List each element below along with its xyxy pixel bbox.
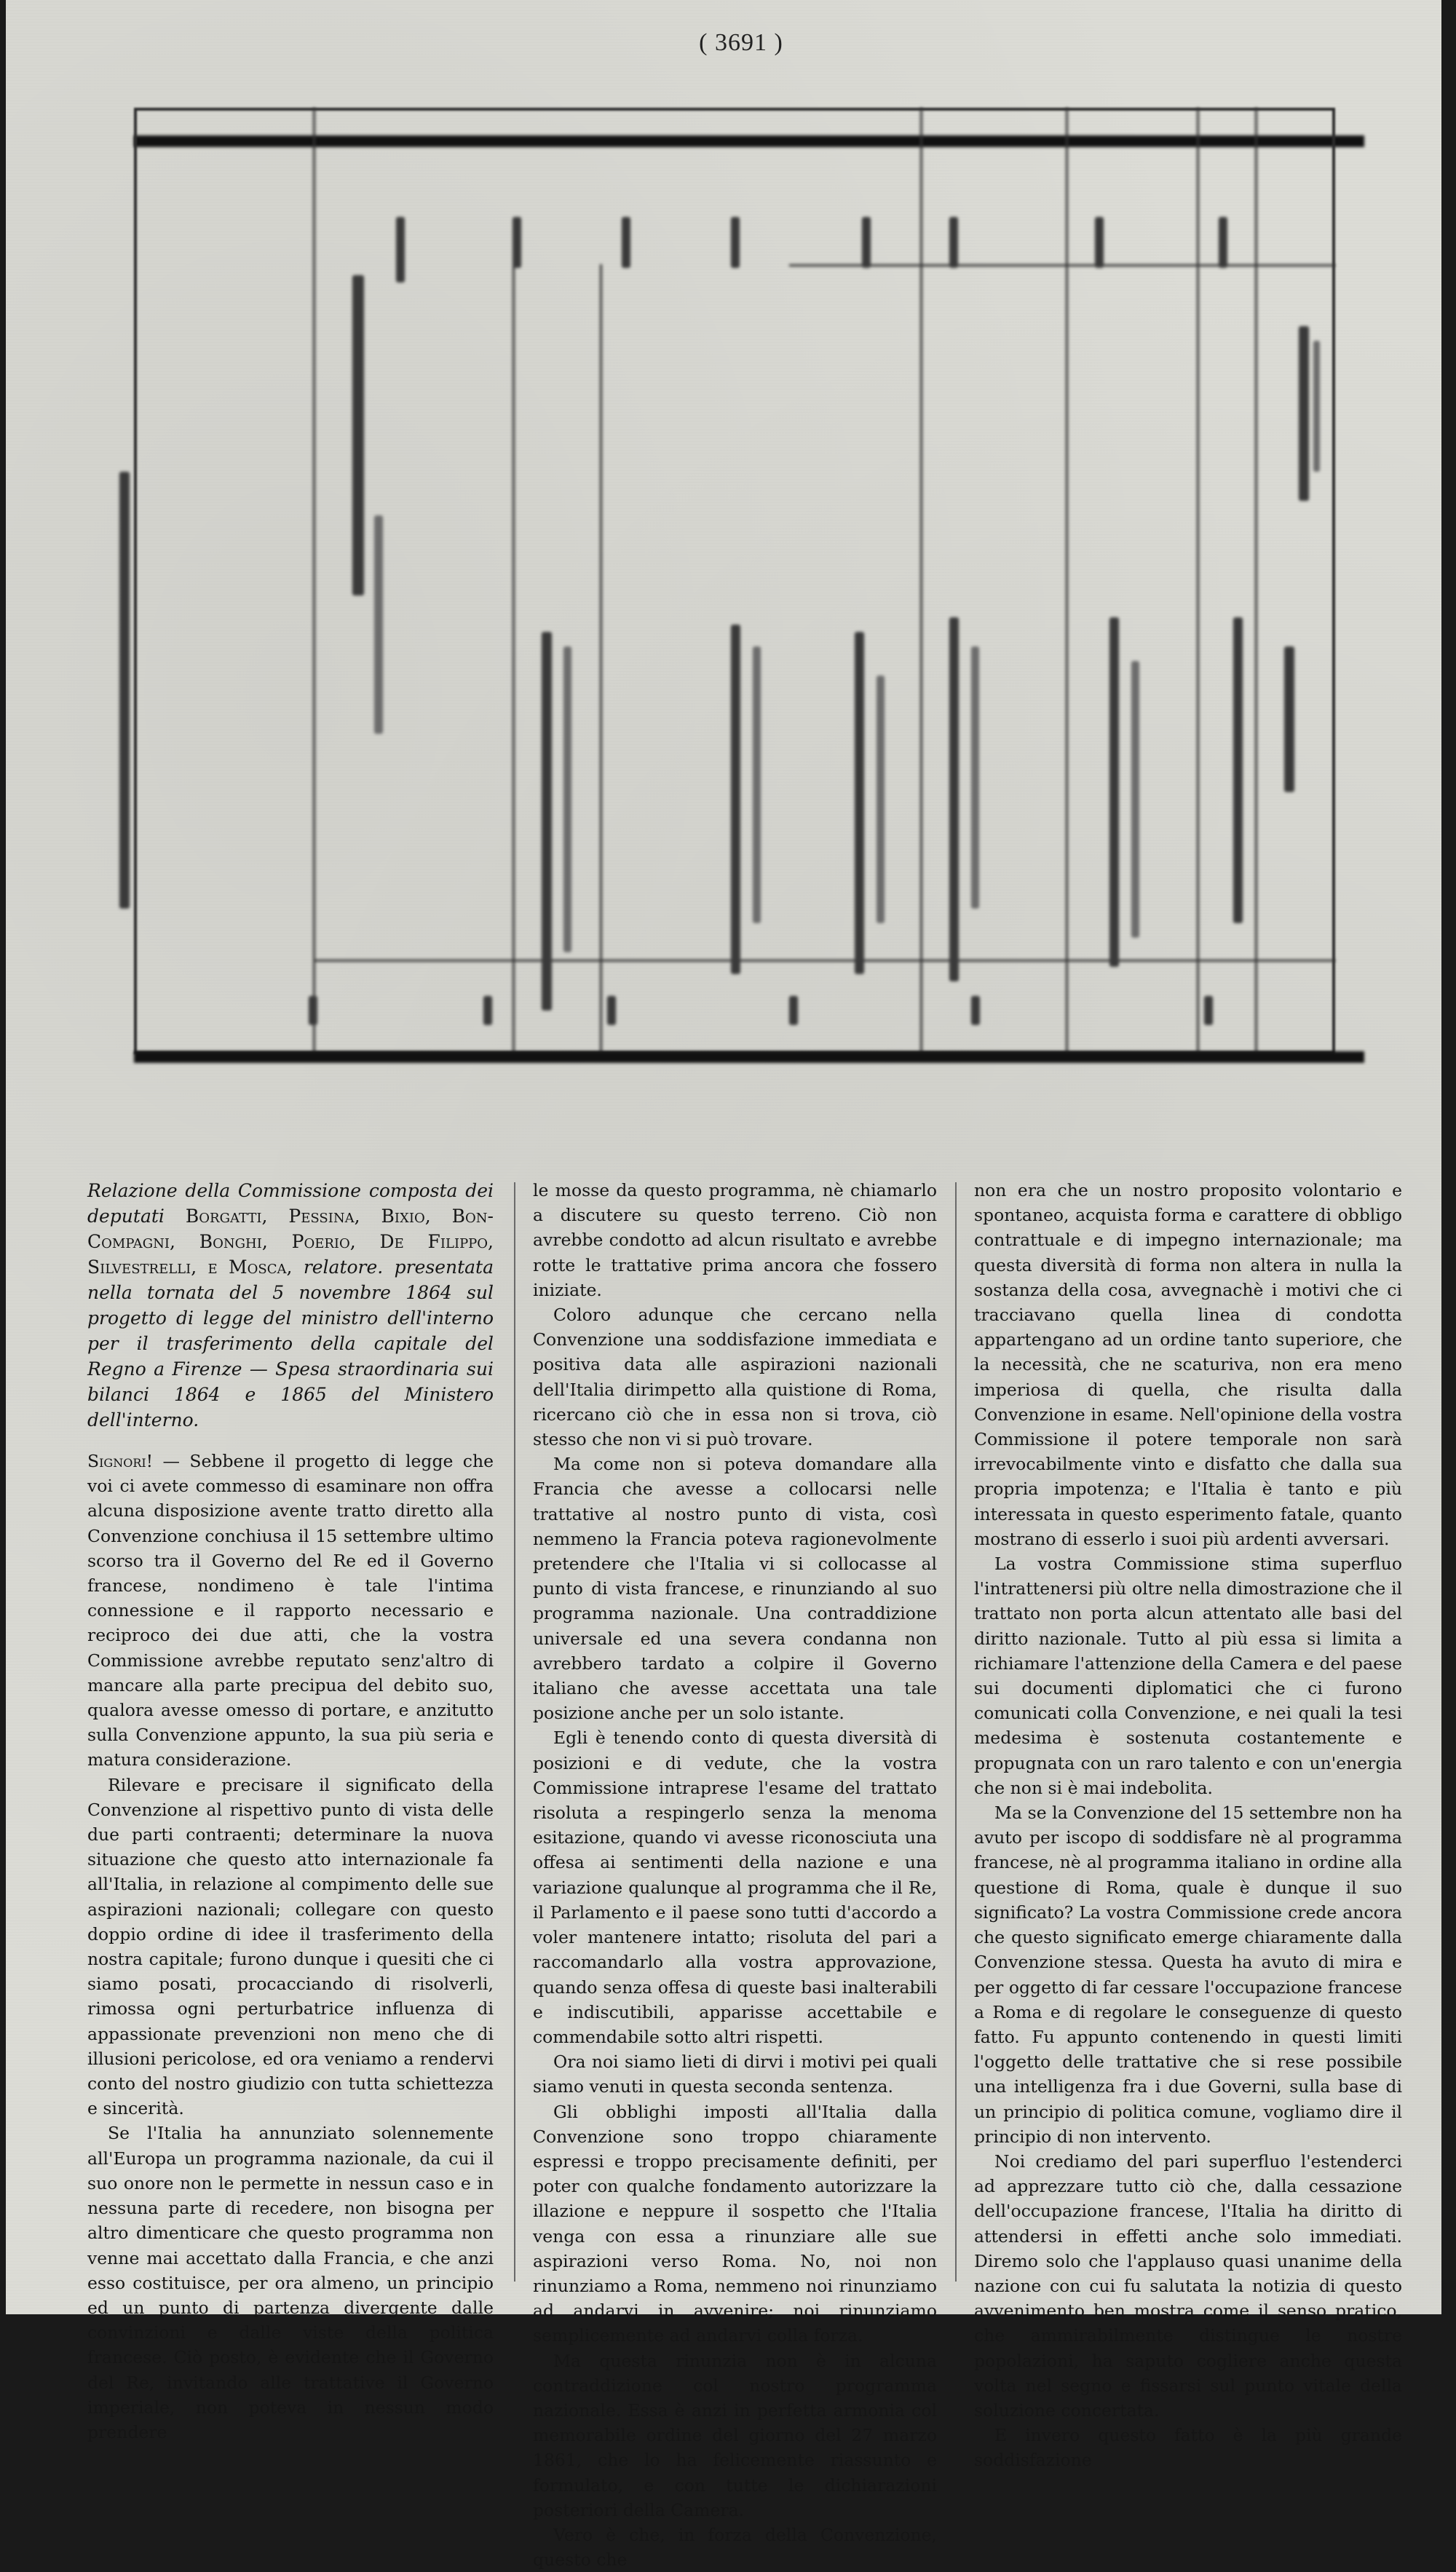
paragraph: Egli è tenendo conto di questa diversità di posizioni e di vedute, che la vostra Commissione intraprese l'esame del trattato risoluta a respingerlo senza la menoma esitazione, quando vi avesse riconosciuta una offesa ai sentimenti della nazione e una variazione qualunque al programma che il Re, il Parlamento e il paese sono tutti d'accordo a voler mantenere intatto; risoluta del pari a raccomandarlo alla vostra approvazione, quando senza offesa di queste basi inalterabili e indiscutibili, apparisse accettabile e commendabile sotto altri rispetti.: [533, 1728, 937, 2047]
column-divider: [955, 1182, 957, 2282]
paragraph: Vero è che, in forza della Convenzione, questo che: [533, 2524, 937, 2571]
salutation: Signori!: [87, 1451, 154, 1471]
column-divider: [514, 1182, 515, 2282]
report-title-rest: relatore. presentata nella tornata del 5 novembre 1864 sul progetto di legge del ministro dell'interno per il trasferimento della capitale del Regno a Firenze — Spesa straordinaria sui bilanci 1864 e 1865 del Ministero dell'interno.: [87, 1257, 494, 1431]
text-column-2: [533, 1178, 937, 2572]
paragraph: non era che un nostro proposito volontario e spontaneo, acquista forma e carattere di obbligo contrattuale e di impegno internazionale; ma questa diversità di forma non altera in nulla la sostanza della cosa, avvegnachè i motivi che ci tracciavano quella linea di condotta appartengano ad un ordine tanto superiore, che la necessità, che ne scaturiva, non era meno imperiosa di quella, che risulta dalla Convenzione in esame. Nell'opinione della vostra Commissione il potere temporale non sarà irrevocabilmente vinto e disfatto che dalla sua propria impotenza; e l'Italia è tanto e più interessata in questo esperimento fatale, quanto mostrano di esserlo i suoi più ardenti avversari.: [974, 1180, 1402, 1549]
report-title: [87, 1178, 494, 1433]
text-column-3: [974, 1178, 1402, 2473]
table-bottom-rule: [134, 1051, 1364, 1063]
paragraph: le mosse da questo programma, nè chiamarlo a discutere su questo terreno. Ciò non avrebbe condotto ad alcun risultato e avrebbe rotte le trattative prima ancora che fossero iniziate.: [533, 1180, 937, 1300]
page-number: ( 3691 ): [699, 29, 783, 56]
commission-members: Borgatti, Pessina, Bixio, Bon-Compagni, Bonghi, Poerio, De Filippo, Silvestrelli, e Mosca,: [87, 1206, 494, 1278]
table-structure: [134, 108, 1335, 1054]
paragraph: Se l'Italia ha annunziato solennemente all'Europa un programma nazionale, da cui il suo onore non le permette in nessun caso e in nessuna parte di recedere, non bisogna per altro dimenticare che questo programma non venne mai accettato dalla Francia, e che anzi esso costituisce, per ora almeno, un principio ed un punto di partenza divergente dalle convinzioni e dalle viste della politica francese. Ciò posto, è evidente che il Governo del Re, invitando alle trattative il Governo imperiale, non poteva in nessun modo prendere: [87, 2123, 494, 2442]
paragraph: E invero questo fatto è la più grande soddisfazione: [974, 2425, 1402, 2471]
paragraph: Ora noi siamo lieti di dirvi i motivi pei quali siamo venuti in questa seconda sentenza.: [533, 2051, 937, 2097]
paragraph: Noi crediamo del pari superfluo l'estenderci ad apprezzare tutto ciò che, dalla cessazione dell'occupazione francese, l'Italia ha diritto di attendersi in effetti anche solo immediati. Diremo solo che l'applauso quasi unanime della nazione con cui fu salutata la notizia di questo avvenimento ben mostra come il senso pratico, che ammirabilmente distingue le nostre popolazioni, ha saputo cogliere anche questa volta nel segno e fissarsi sul punto vitale della soluzione concertata.: [974, 2150, 1402, 2421]
paragraph: La vostra Commissione stima superfluo l'intrattenersi più oltre nella dimostrazione che il trattato non porta alcun attentato alle basi del diritto nazionale. Tutto al più essa si limita a richiamare l'attenzione della Camera e del paese sui documenti diplomatici che ci furono comunicati colla Convenzione, e nei quali la tesi medesima è sostenuta costantemente e propugnata con un raro talento e con un'energia che non si è mai indebolita.: [974, 1554, 1402, 1798]
report-title-lead: Relazione della Commissione composta dei deputati: [87, 1180, 494, 1227]
paragraph: Rilevare e precisare il significato della Convenzione al rispettivo punto di vista delle due parti contraenti; determinare la nuova situazione che questo atto internazionale fa all'Italia, in relazione al compimento delle sue aspirazioni nazionali; collegare con questo doppio ordine di idee il trasferimento della nostra capitale; furono dunque i quesiti che ci siamo posati, procacciando di risolverli, rimossa ogni perturbatrice influenza di appassionate prevenzioni non meno che di illusioni pericolose, ed ora veniamo a rendervi conto del nostro giudizio con tutta schiettezza e sincerità.: [87, 1774, 494, 2119]
paragraph: Gli obblighi imposti all'Italia dalla Convenzione sono troppo chiaramente espressi e troppo precisamente definiti, per poter con qualche fondamento autorizzare la illazione e neppure il sospetto che l'Italia venga con essa a rinunziare alle sue aspirazioni verso Roma. No, noi non rinunziamo a Roma, nemmeno noi rinunziamo ad andarvi in avvenire; noi rinunziamo semplicemente ad andarvi colla forza.: [533, 2101, 937, 2346]
paragraph: Ma come non si poteva domandare alla Francia che avesse a collocarsi nelle trattative al nostro punto di vista, così nemmeno la Francia poteva ragionevolmente pretendere che l'Italia vi si collocasse al punto di vista francese, e rinunziando al suo programma nazionale. Una contraddizione universale ed una severa condanna non avrebbero tardato a colpire il Governo italiano che avesse accettata una tale posizione anche per un solo istante.: [533, 1454, 937, 1724]
paragraph: Coloro adunque che cercano nella Convenzione una soddisfazione immediata e positiva data alle aspirazioni nazionali dell'Italia dirimpetto alla quistione di Roma, ricercano ciò che in essa non si trova, ciò stesso che non vi si può trovare.: [533, 1305, 937, 1450]
paragraph: Signori! — Sebbene il progetto di legge che voi ci avete commesso di esaminare non offra alcuna disposizione avente tratto diretto alla Convenzione conchiusa il 15 settembre ultimo scorso tra il Governo del Re ed il Governo francese, nondimeno è tale l'intima connessione e il rapporto necessario e reciproco dei due atti, che la vostra Commissione avrebbe reputato senz'altro di mancare alla parte precipua del debito suo, qualora avesse omesso di portare, e anzitutto sulla Convenzione appunto, la sua più seria e matura considerazione.: [87, 1451, 494, 1770]
rotated-table-figure: [134, 108, 1335, 1054]
paragraph: Ma questa rinunzia non è in alcuna contraddizione col nostro programma nazionale. Essa è anzi in perfetta armonia col memorabile ordine del giorno del 27 marzo 1861, che lo ha felicemente riassunto e formulato, e con tutte le dichiarazioni posteriori della Camera.: [533, 2350, 937, 2520]
article-relazione: [87, 1178, 1406, 2571]
newspaper-page: [6, 0, 1441, 2571]
paragraph: Ma se la Convenzione del 15 settembre non ha avuto per iscopo di soddisfare nè al programma francese, nè al programma italiano in ordine alla questione di Roma, quale è dunque il suo significato? La vostra Commissione crede ancora che questo significato emerge chiaramente dalla Convenzione stessa. Questa ha avuto di mira e per oggetto di far cessare l'occupazione francese a Roma e di regolare le conseguenze di questo fatto. Fu appunto contenendo in questi limiti l'oggetto delle trattative che si rese possibile una intelligenza fra i due Governi, sulla base di un principio di politica comune, vogliamo dire il principio di non intervento.: [974, 1803, 1402, 2147]
text-column-1: [87, 1178, 494, 2445]
